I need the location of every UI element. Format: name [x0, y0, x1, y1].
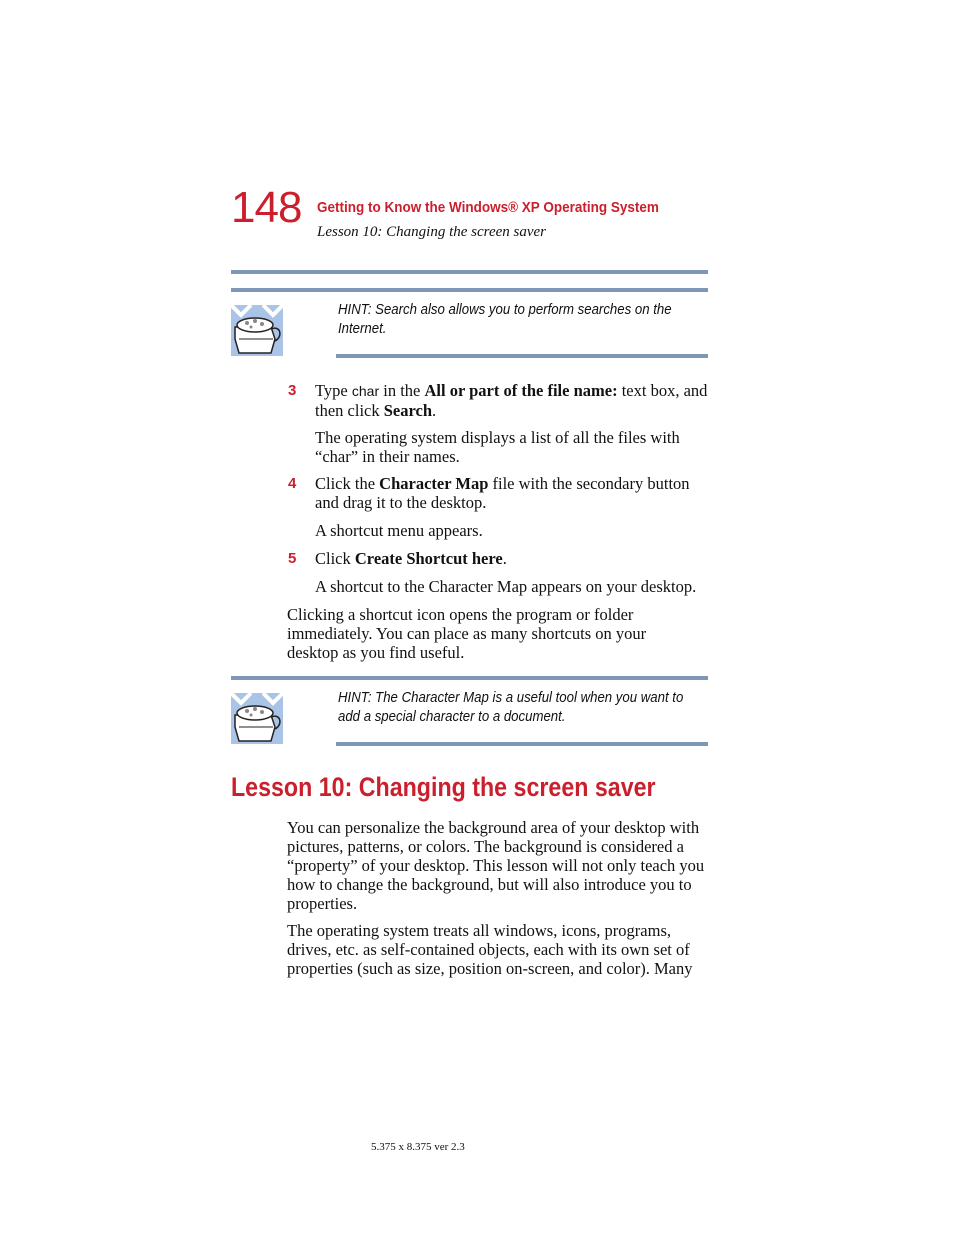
treasure-chest-icon [231, 693, 283, 744]
step-result: A shortcut to the Character Map appears on your desktop. [315, 577, 697, 596]
paragraph: You can personalize the background area of your desktop with pictures, patterns, or colors. The background is considered a “property” of your desktop. This lesson will not only teach you how to change the background, but will also introduce you to properties. [287, 818, 705, 913]
step-result: The operating system displays a list of all the files with “char” in their names. [315, 428, 680, 466]
footer: 5.375 x 8.375 ver 2.3 [371, 1141, 465, 1153]
step-instruction: Type char in the All or part of the file name: text box, and then click Search. [315, 381, 708, 420]
hint-top-rule [231, 270, 708, 274]
hint-text: HINT: Search also allows you to perform searches on the Internet. [338, 301, 672, 337]
step-number: 3 [288, 382, 297, 399]
paragraph: The operating system treats all windows, icons, programs, drives, etc. as self-contained objects, each with its own set of properties (such as size, position on-screen, and color). Many [287, 921, 693, 978]
hint-bottom-rule [336, 742, 708, 746]
step-instruction: Click Create Shortcut here. [315, 549, 507, 568]
lesson-heading: Lesson 10: Changing the screen saver [231, 772, 656, 802]
hint-top-rule [231, 288, 708, 292]
hint-bottom-rule [336, 354, 708, 358]
page-number: 148 [231, 183, 302, 232]
step-number: 5 [288, 550, 297, 567]
treasure-chest-icon [231, 305, 283, 356]
hint-text: HINT: The Character Map is a useful tool when you want to add a special character to a document. [338, 689, 684, 725]
paragraph: Clicking a shortcut icon opens the program or folder immediately. You can place as many shortcuts on your desktop as you find useful. [287, 605, 647, 662]
step-number: 4 [288, 475, 297, 492]
hint-top-rule [231, 676, 708, 680]
chapter-title: Getting to Know the Windows® XP Operating System [317, 199, 659, 216]
step-instruction: Click the Character Map file with the secondary button and drag it to the desktop. [315, 474, 690, 512]
inline-code: char [351, 383, 380, 399]
section-subtitle: Lesson 10: Changing the screen saver [317, 224, 546, 240]
step-result: A shortcut menu appears. [315, 521, 483, 540]
